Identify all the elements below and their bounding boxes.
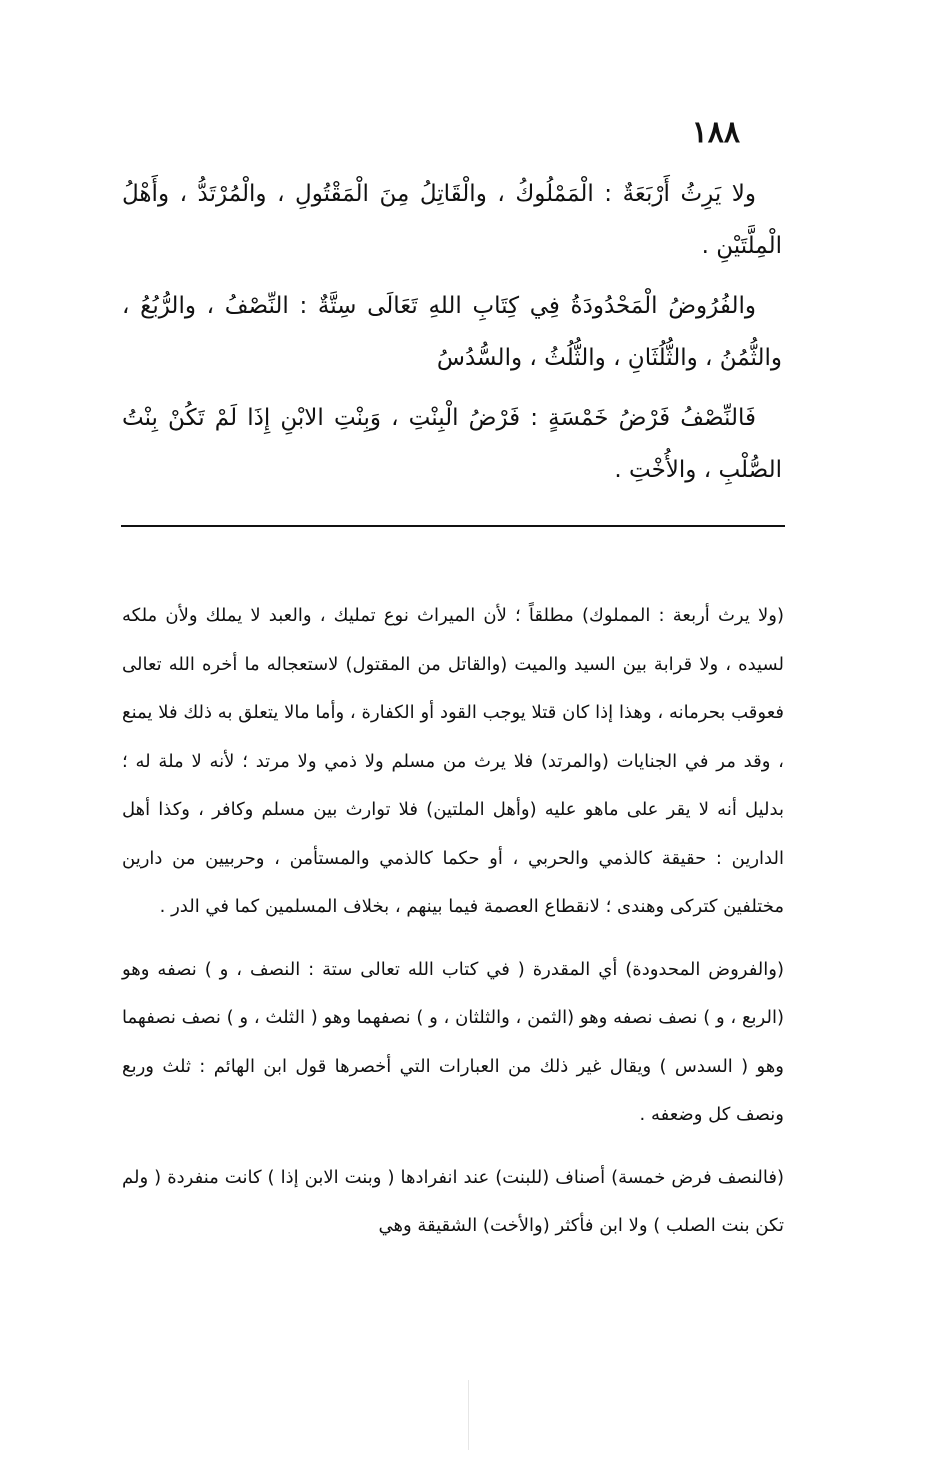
main-text-paragraph: والفُرُوضُ الْمَحْدُودَةُ فِي كِتَابِ اللهِ تَعَالَى سِتَّةٌ : النِّصْفُ ، والرُّبُعُ ، والثُّمُنُ ، والثُّلُثَانِ ، والثُّلُثُ ، والسُّدُسُ: [122, 293, 782, 371]
commentary-paragraph: (والفروض المحدودة) أي المقدرة ( في كتاب الله تعالى ستة : النصف ، و ) نصفه وهو (الربع ، و ) نصف نصفه وهو (الثمن ، والثلثان ، و ) نصفهما وهو ( الثلث ، و ) نصف نصفهما وهو ( السدس ) ويقال غير ذلك من العبارات التي أخصرها قول ابن الهائم : ثلث وربع ونصف كل وضعفه .: [122, 958, 784, 1125]
commentary-paragraph: (ولا يرث أربعة : المملوك) مطلقاً ؛ لأن الميراث نوع تمليك ، والعبد لا يملك ولأن ملكه لسيده ، ولا قرابة بين السيد والميت (والقاتل من المقتول) لاستعجاله ما أخره الله تعالى فعوقب بحرمانه ، وهذا إذا كان قتلا يوجب القود أو الكفارة ، وأما مالا يتعلق به ذلك فلا يمنع ، وقد مر في الجنايات (والمرتد) فلا يرث من مسلم ولا ذمي ولا مرتد ؛ لأنه لا ملة له ؛ بدليل أنه لا يقر على ماهو عليه (وأهل الملتين) فلا توارث بين مسلم وكافر ، وكذا أهل الدارين : حقيقة كالذمي والحربي ، أو حكما كالذمي والمستأمن ، وحربيين من دارين مختلفين كترکی وهندی ؛ لانقطاع العصمة فيما بينهم ، بخلاف المسلمين كما في الدر .: [122, 605, 784, 917]
section-divider: [121, 525, 785, 527]
commentary-text: [122, 592, 784, 1265]
commentary-paragraph: (فالنصف فرض خمسة) أصناف (للبنت) عند انفرادها ( وبنت الابن إذا ) كانت منفردة ( ولم تكن بنت الصلب ) ولا ابن فأكثر (والأخت) الشقيقة وهي: [122, 1166, 784, 1236]
main-text-paragraph: ولا يَرِثُ أَرْبَعَةٌ : الْمَمْلُوكُ ، والْقَاتِلُ مِنَ الْمَقْتُولِ ، والْمُرْتَدُّ ، وأَهْلُ الْمِلَّتَيْنِ .: [122, 181, 782, 259]
page-fold-shadow: [468, 1380, 469, 1450]
page-number: ١٨٨: [691, 115, 740, 150]
main-text: [122, 168, 782, 504]
main-text-paragraph: فَالنِّصْفُ فَرْضُ خَمْسَةٍ : فَرْضُ الْبِنْتِ ، وَبِنْتِ الابْنِ إِذَا لَمْ تَكُنْ بِنْتُ الصُّلْبِ ، والأُخْتِ .: [122, 405, 782, 483]
